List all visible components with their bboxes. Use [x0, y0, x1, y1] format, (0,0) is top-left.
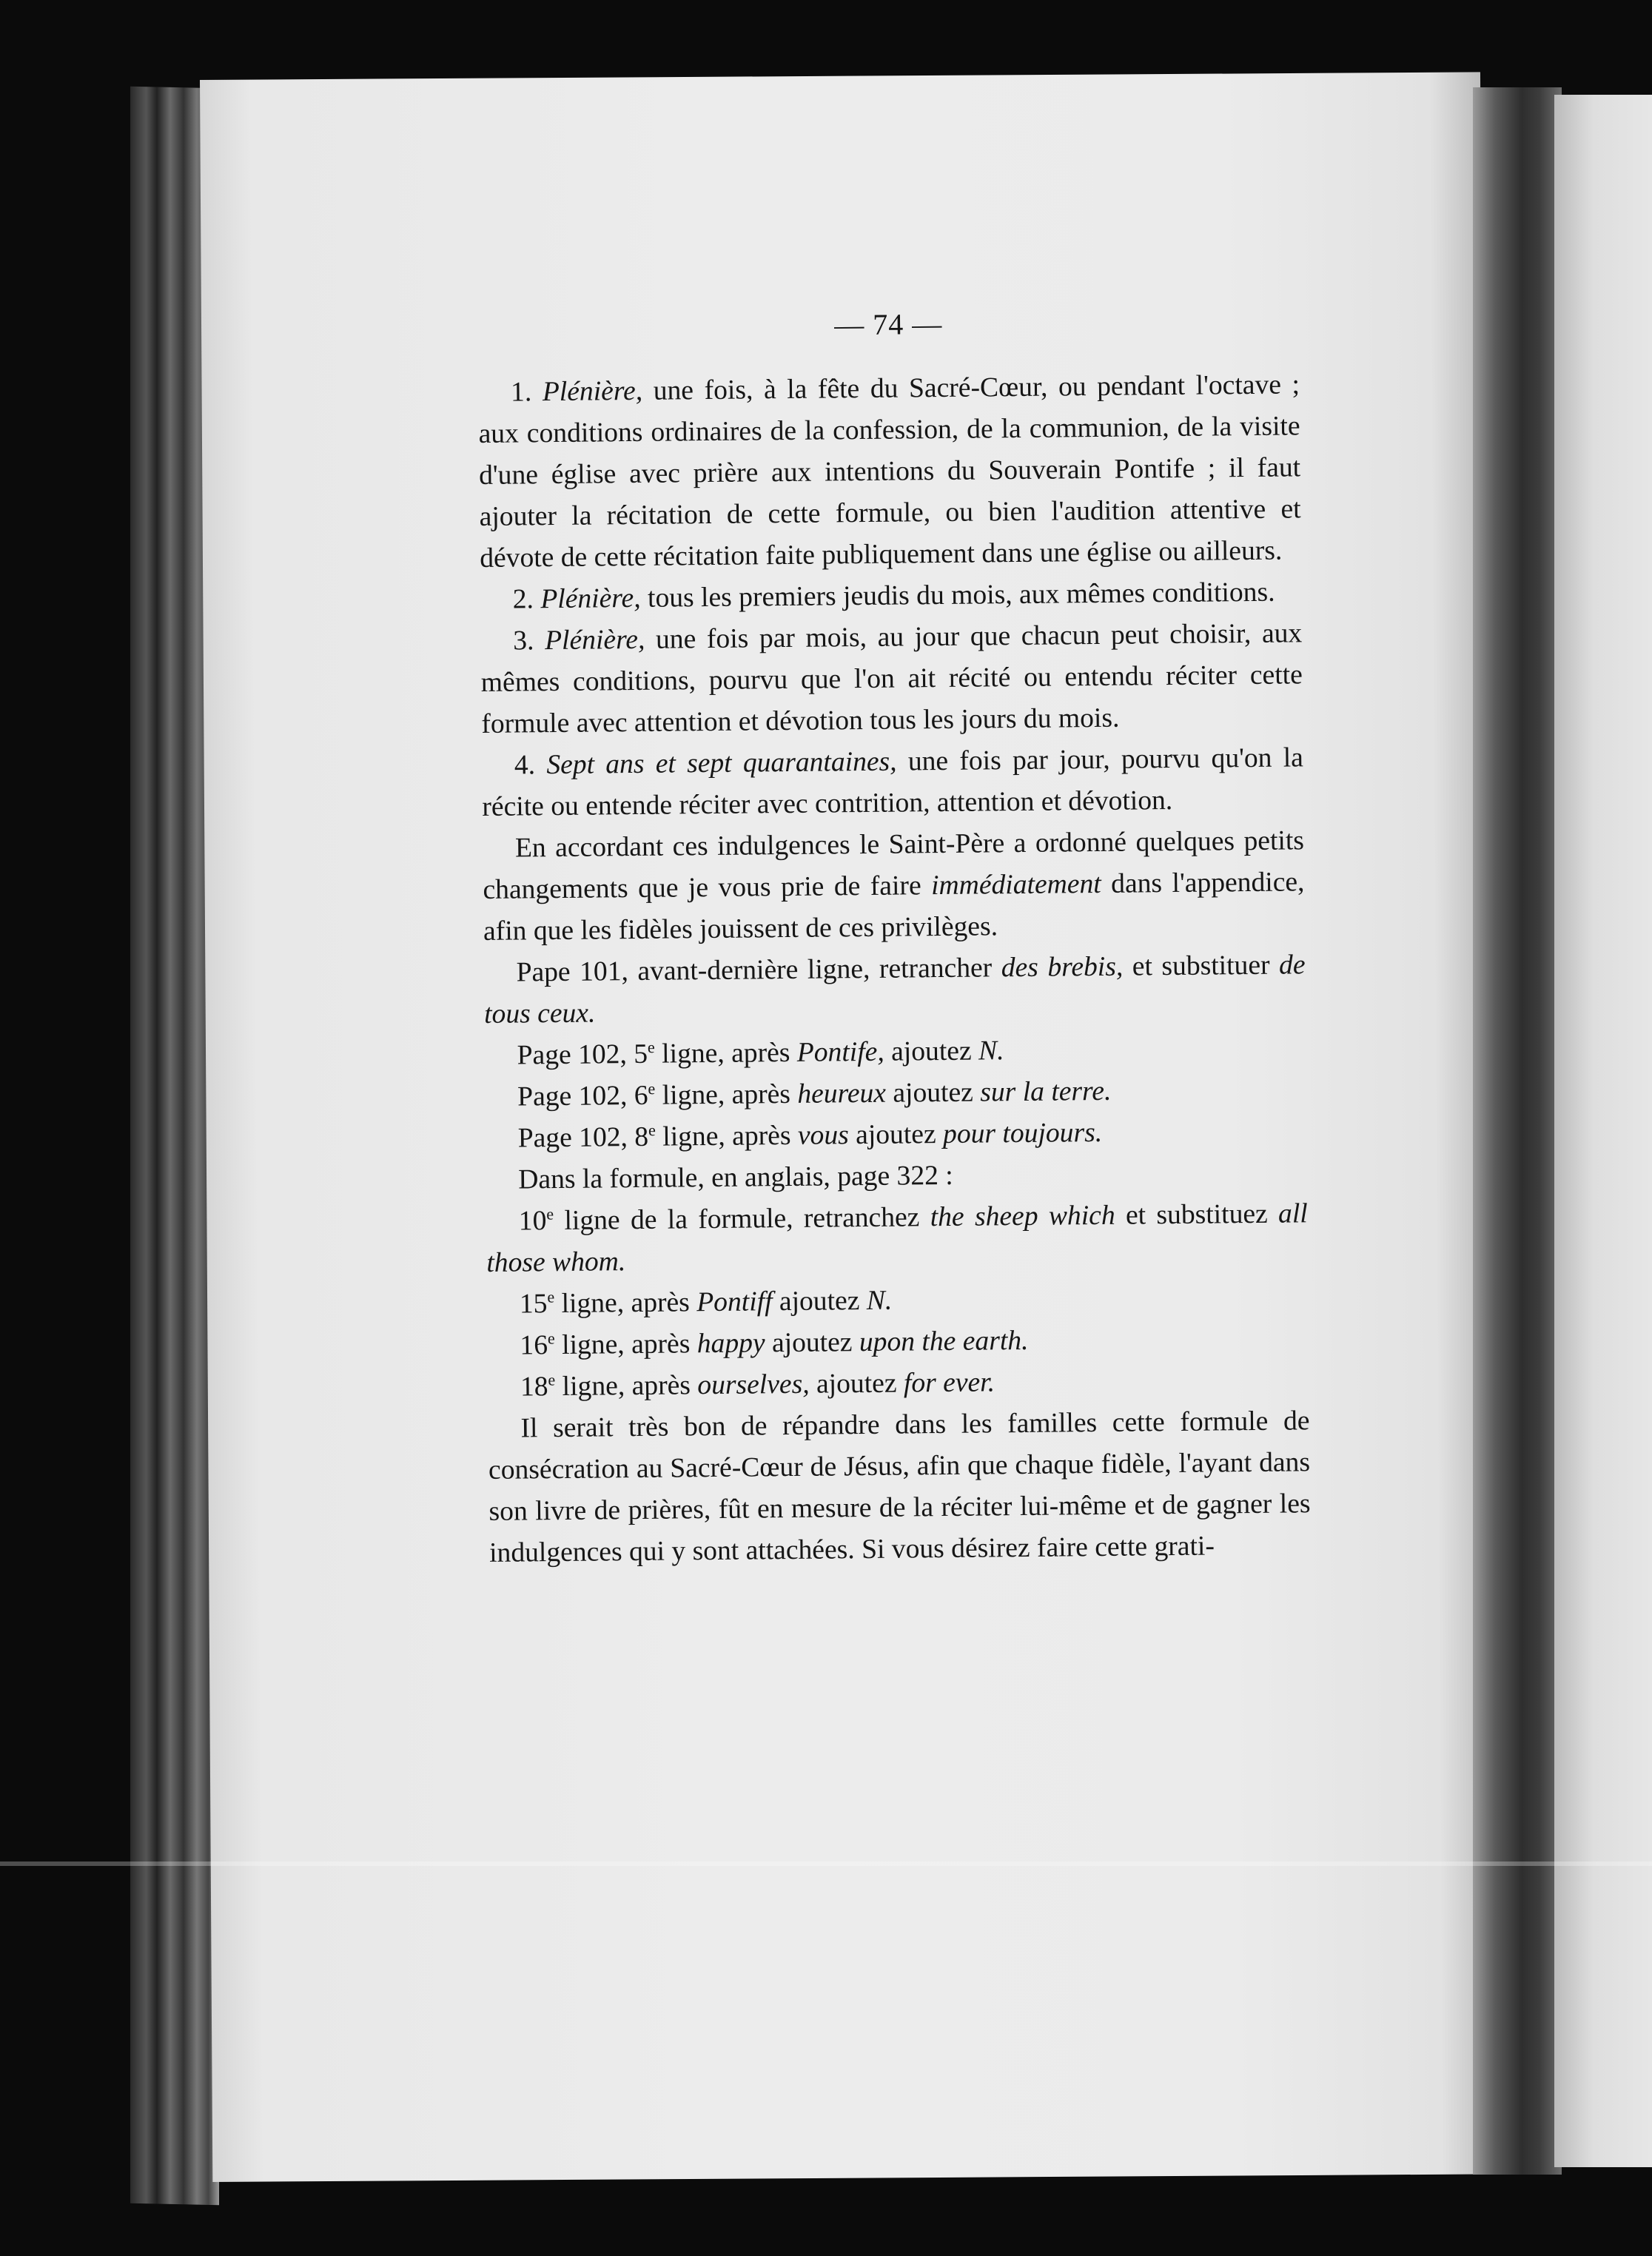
- indulgence-item-1: 1. Plénière, une fois, à la fête du Sacré-Cœur, ou pendant l'octave ; aux conditions ordinaires de la confession, de la communion, de la visite d'une église avec prière aux intentions du Souverain Pontife ; il faut ajouter la récitation de cette formule, ou bien l'audition attentive et dévote de cette récitation faite publiquement dans une église ou ailleurs.: [478, 369, 1301, 574]
- indulgence-item-4: 4. Sept ans et sept quarantaines, une fois par jour, pourvu qu'on la récite ou entende réciter avec contrition, attention et dévotion.: [482, 742, 1304, 822]
- correction-page-102-line-6: Page 102, 6e ligne, après heureux ajoutez sur la terre.: [517, 1075, 1112, 1112]
- correction-page-102-line-5: Page 102, 5e ligne, après Pontife, ajoutez N.: [517, 1035, 1004, 1071]
- correction-page-101: Pape 101, avant-dernière ligne, retrancher des brebis, et substituer de tous ceux.: [483, 950, 1306, 1030]
- english-correction-line-16: 16e ligne, après happy ajoutez upon the earth.: [520, 1325, 1029, 1361]
- facing-page-edge: [1554, 95, 1652, 2167]
- indulgence-item-3: 3. Plénière, une fois par mois, au jour que chacun peut choisir, aux mêmes conditions, pourvu que l'on ait récité ou entendu réciter cette formule avec attention et dévotion tous les jours du mois.: [480, 618, 1303, 739]
- indulgence-item-2: 2. Plénière, tous les premiers jeudis du mois, aux mêmes conditions.: [512, 577, 1275, 615]
- page-text: [477, 303, 1311, 1574]
- accord-paragraph: En accordant ces indulgences le Saint-Père a ordonné quelques petits changements que je vous prie de faire immédiatement dans l'appendice, afin que les fidèles jouissent de ces privilèges.: [483, 825, 1305, 947]
- correction-page-102-line-8: Page 102, 8e ligne, après vous ajoutez pour toujours.: [517, 1117, 1103, 1154]
- page-number: — 74 —: [833, 306, 943, 342]
- scan-artifact-line: [0, 1861, 1652, 1866]
- english-formula-intro: Dans la formule, en anglais, page 322 :: [518, 1160, 953, 1195]
- english-correction-line-10: 10e ligne de la formule, retranchez the sheep which et substituez all those whom.: [486, 1198, 1308, 1278]
- english-correction-line-18: 18e ligne, après ourselves, ajoutez for ever.: [520, 1367, 995, 1403]
- closing-paragraph: Il serait très bon de répandre dans les familles cette formule de consécration au Sacré-Cœur de Jésus, afin que chaque fidèle, l'ayant dans son livre de prières, fût en mesure de la réciter lui-même et de gagner les indulgences qui y sont attachées. Si vous désirez faire cette grati-: [488, 1406, 1311, 1568]
- english-correction-line-15: 15e ligne, après Pontiff ajoutez N.: [519, 1285, 893, 1320]
